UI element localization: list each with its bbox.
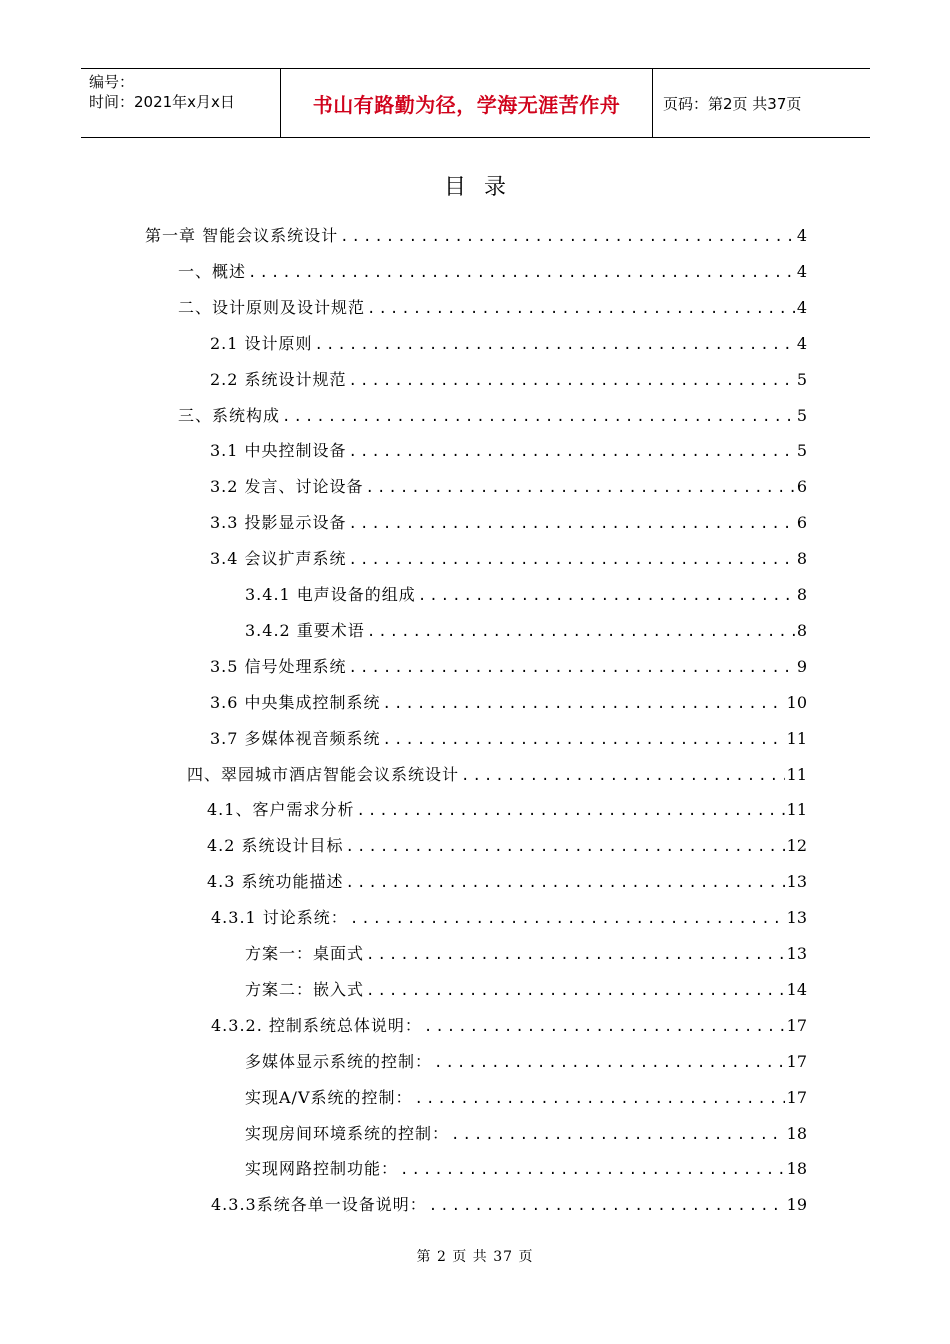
toc-entry-page-number: 5 bbox=[796, 405, 807, 425]
toc-entry-page-number: 4 bbox=[796, 297, 807, 317]
toc-entry-label: 一、概述 bbox=[178, 261, 247, 281]
toc-entry-label: 3.4.2 重要术语 bbox=[245, 620, 365, 640]
toc-entry-leader-dots bbox=[248, 258, 795, 288]
toc-entry-leader-dots bbox=[429, 1191, 785, 1221]
toc-entry-page-number: 5 bbox=[796, 441, 807, 461]
toc-entry-leader-dots bbox=[415, 1084, 785, 1114]
toc-entry[interactable] bbox=[210, 688, 807, 718]
toc-entry-label: 实现房间环境系统的控制： bbox=[245, 1123, 450, 1143]
toc-entry-label: 二、设计原则及设计规范 bbox=[178, 297, 366, 317]
toc-entry-label: 3.3 投影显示设备 bbox=[210, 513, 347, 533]
toc-entry-label: 4.2 系统设计目标 bbox=[207, 836, 344, 856]
toc-entry[interactable] bbox=[245, 1154, 807, 1184]
toc-entry-leader-dots bbox=[349, 366, 795, 396]
toc-entry[interactable] bbox=[210, 544, 807, 574]
toc-entry[interactable] bbox=[145, 221, 807, 251]
header-motto: 书山有路勤为径，学海无涯苦作舟 bbox=[312, 92, 621, 117]
toc-entry-leader-dots bbox=[451, 1120, 785, 1150]
toc-entry-leader-dots bbox=[282, 402, 795, 432]
toc-entry-leader-dots bbox=[366, 473, 795, 503]
toc-entry-page-number: 4 bbox=[796, 333, 807, 353]
page-header bbox=[81, 68, 870, 138]
toc-entry-page-number: 13 bbox=[786, 944, 807, 963]
toc-entry-page-number: 5 bbox=[796, 369, 807, 389]
toc-entry-label: 3.4.1 电声设备的组成 bbox=[245, 585, 416, 604]
toc-entry[interactable] bbox=[210, 724, 807, 754]
toc-entry[interactable] bbox=[207, 831, 807, 861]
toc-entry-leader-dots bbox=[349, 509, 795, 539]
toc-entry[interactable] bbox=[211, 903, 807, 933]
toc-entry[interactable] bbox=[210, 436, 807, 466]
toc-entry[interactable] bbox=[178, 257, 807, 287]
toc-entry-leader-dots bbox=[366, 940, 785, 970]
page-footer: 第 2 页 共 37 页 bbox=[416, 1249, 534, 1265]
toc-entry-leader-dots bbox=[434, 1048, 785, 1078]
toc-entry-leader-dots bbox=[367, 617, 795, 647]
toc-entry[interactable] bbox=[178, 293, 807, 323]
toc-entry-label: 四、翠园城市酒店智能会议系统设计 bbox=[187, 764, 460, 784]
header-page-number: 页码：第2页 共37页 bbox=[663, 94, 802, 113]
toc-entry-label: 4.3 系统功能描述 bbox=[207, 872, 344, 892]
toc-entry[interactable] bbox=[210, 365, 807, 395]
toc-entry-leader-dots bbox=[349, 653, 795, 683]
toc-entry-label: 4.3.3系统各单一设备说明： bbox=[211, 1195, 427, 1215]
toc-entry-label: 方案一：桌面式 bbox=[245, 944, 365, 963]
toc-entry[interactable] bbox=[245, 1083, 807, 1113]
toc-entry-leader-dots bbox=[400, 1155, 785, 1185]
toc-entry-page-number: 10 bbox=[786, 692, 807, 712]
toc-entry[interactable] bbox=[245, 616, 807, 646]
toc-entry-leader-dots bbox=[346, 868, 785, 898]
toc-entry-page-number: 8 bbox=[796, 585, 807, 604]
toc-entry-leader-dots bbox=[418, 581, 795, 611]
toc-entry-page-number: 11 bbox=[786, 728, 807, 748]
toc-entry-page-number: 14 bbox=[786, 979, 807, 999]
toc-entry[interactable] bbox=[245, 1047, 807, 1077]
toc-entry[interactable] bbox=[187, 760, 807, 790]
header-info-cell bbox=[81, 69, 281, 137]
toc-entry[interactable] bbox=[210, 329, 807, 359]
toc-entry-page-number: 19 bbox=[786, 1195, 807, 1215]
toc-entry[interactable] bbox=[245, 939, 807, 969]
toc-entry-leader-dots bbox=[356, 796, 784, 826]
toc-entry[interactable] bbox=[210, 652, 807, 682]
toc-entry-leader-dots bbox=[346, 832, 785, 862]
toc-entry-label: 3.2 发言、讨论设备 bbox=[210, 477, 364, 497]
toc-entry-label: 2.2 系统设计规范 bbox=[210, 369, 347, 389]
toc-entry[interactable] bbox=[245, 580, 807, 610]
toc-entry-leader-dots bbox=[349, 545, 795, 575]
toc-entry[interactable] bbox=[245, 1119, 807, 1149]
toc-entry[interactable] bbox=[211, 1011, 807, 1041]
toc-entry-label: 4.3.2. 控制系统总体说明： bbox=[211, 1015, 422, 1035]
toc-entry-page-number: 8 bbox=[796, 620, 807, 640]
toc-entry[interactable] bbox=[245, 975, 807, 1005]
toc-entry[interactable] bbox=[211, 1190, 807, 1220]
toc-entry-page-number: 11 bbox=[786, 764, 807, 784]
toc-entry-label: 3.5 信号处理系统 bbox=[210, 656, 347, 676]
toc-entry-page-number: 9 bbox=[796, 656, 807, 676]
toc-entry-leader-dots bbox=[367, 294, 795, 324]
toc-entry-leader-dots bbox=[350, 904, 785, 934]
toc-entry-label: 4.3.1 讨论系统： bbox=[211, 908, 348, 928]
toc-entry-page-number: 18 bbox=[786, 1159, 807, 1179]
toc-entry-leader-dots bbox=[383, 725, 785, 755]
toc-entry-page-number: 11 bbox=[786, 800, 807, 820]
toc-entry[interactable] bbox=[210, 472, 807, 502]
toc-entry-label: 2.1 设计原则 bbox=[210, 333, 313, 353]
toc-entry-page-number: 17 bbox=[786, 1015, 807, 1035]
toc-entry[interactable] bbox=[207, 867, 807, 897]
toc-entry-label: 3.6 中央集成控制系统 bbox=[210, 692, 381, 712]
toc-entry-page-number: 13 bbox=[786, 908, 807, 928]
toc-title: 目录 bbox=[443, 175, 524, 200]
toc-entry-leader-dots bbox=[349, 437, 795, 467]
header-date: 时间：2021年x月x日 bbox=[89, 93, 235, 111]
toc-entry-label: 实现网路控制功能： bbox=[245, 1159, 399, 1179]
toc-entry-label: 实现A/V系统的控制： bbox=[245, 1087, 413, 1107]
toc-entry-page-number: 4 bbox=[796, 261, 807, 281]
toc-entry-leader-dots bbox=[340, 222, 795, 252]
toc-entry-label: 第一章 智能会议系统设计 bbox=[145, 226, 339, 245]
toc-entry-leader-dots bbox=[366, 976, 785, 1006]
toc-entry-label: 方案二：嵌入式 bbox=[245, 979, 365, 999]
toc-entry-page-number: 17 bbox=[786, 1087, 807, 1107]
toc-entry-page-number: 17 bbox=[786, 1051, 807, 1071]
toc-entry-page-number: 13 bbox=[786, 872, 807, 892]
toc-entry-leader-dots bbox=[315, 330, 795, 360]
toc-entry-leader-dots bbox=[461, 761, 785, 791]
toc-entry-page-number: 18 bbox=[786, 1123, 807, 1143]
toc-entry-page-number: 6 bbox=[796, 477, 807, 497]
toc-entry-page-number: 6 bbox=[796, 513, 807, 533]
toc-entry[interactable] bbox=[210, 508, 807, 538]
toc-entry[interactable] bbox=[178, 401, 807, 431]
toc-entry-label: 3.4 会议扩声系统 bbox=[210, 549, 347, 569]
toc-entry-page-number: 4 bbox=[796, 226, 807, 245]
toc-entry-page-number: 12 bbox=[786, 836, 807, 856]
toc-entry-page-number: 8 bbox=[796, 549, 807, 569]
toc-entry-label: 多媒体显示系统的控制： bbox=[245, 1051, 433, 1071]
toc-entry[interactable] bbox=[207, 795, 807, 825]
toc-entry-leader-dots bbox=[424, 1012, 785, 1042]
toc-entry-label: 3.7 多媒体视音频系统 bbox=[210, 728, 381, 748]
toc-entry-leader-dots bbox=[383, 689, 785, 719]
header-number: 编号： bbox=[89, 73, 135, 91]
header-page-cell bbox=[653, 69, 870, 137]
header-motto-cell bbox=[281, 69, 653, 137]
toc-entry-label: 4.1、客户需求分析 bbox=[207, 800, 355, 820]
toc-entry-label: 三、系统构成 bbox=[178, 405, 281, 425]
toc-entry-label: 3.1 中央控制设备 bbox=[210, 441, 347, 461]
